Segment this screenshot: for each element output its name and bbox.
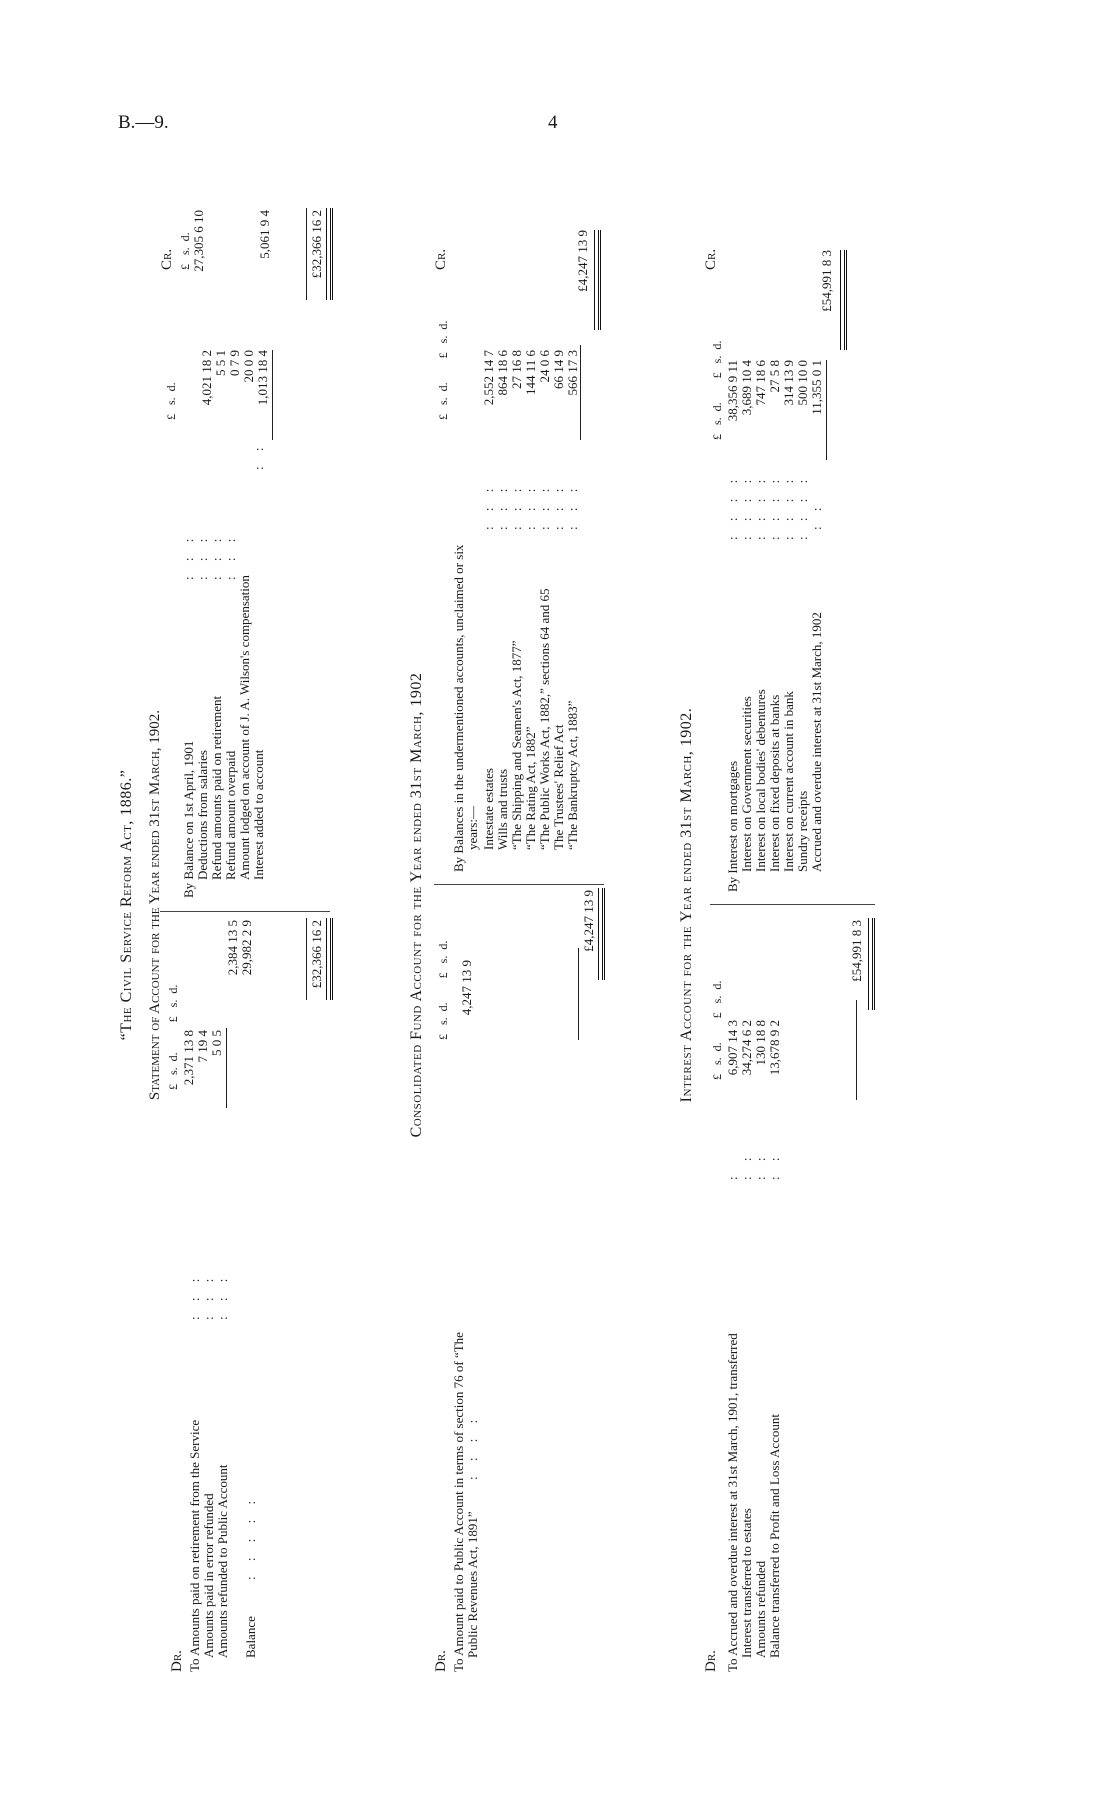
dr-line: To Accrued and overdue interest at 31st March, 1901, transferred (725, 1333, 740, 1672)
leader-dots: : : (753, 1151, 768, 1180)
dr-total: £32,366 16 2 (309, 920, 324, 989)
leader-dots: : : : (495, 482, 510, 530)
leader-dots: : : : : (725, 473, 740, 540)
dr-total: £4,247 13 9 (581, 890, 596, 952)
total-rule (306, 208, 307, 300)
leader-dots: : : : (209, 532, 224, 580)
cr-line: Amount lodged on account of J. A. Wilson's compensation (237, 575, 252, 880)
cr-label: Cr. (433, 248, 449, 270)
cr-line: Refund amount overpaid (223, 750, 238, 880)
page-reference: B.—9. (118, 112, 169, 133)
dr-line: Balance transferred to Profit and Loss Account (767, 1413, 782, 1658)
leader-dots: : : (251, 441, 266, 470)
cr-amount: 20 0 0 (241, 350, 256, 383)
leader-dots: : : : : (739, 473, 754, 540)
cr-amount: 864 18 6 (495, 350, 510, 396)
cr-amount: 314 13 9 (781, 360, 796, 406)
leader-dots: : : : (537, 482, 552, 530)
dr-amount: 6,907 14 3 (725, 1020, 740, 1076)
dr-balance-label: Balance (243, 1616, 258, 1658)
dr-label: Dr. (169, 1650, 185, 1672)
consolidated-title: Consolidated Fund Account for the Year ended 31st March, 1902 (408, 672, 425, 1138)
dr-label: Dr. (433, 1650, 449, 1672)
dr-subtotal: 2,384 13 5 (225, 920, 240, 976)
dr-amount: 5 0 5 (209, 1030, 224, 1056)
cr-total: £4,247 13 9 (575, 230, 590, 292)
leader-dots: : : : (509, 482, 524, 530)
total-rule (580, 345, 581, 440)
leader-dots: : : : (201, 1272, 216, 1320)
dr-amount: 7 19 4 (195, 1030, 210, 1063)
dr-balance: 29,982 2 9 (239, 920, 254, 976)
cr-amount: 2,552 14 7 (481, 350, 496, 406)
dr-amount: 130 18 8 (753, 1020, 768, 1066)
cr-line: By Balance on 1st April, 1901 (181, 740, 196, 898)
dr-amount: 4,247 13 9 (459, 960, 474, 1016)
total-double-rule (840, 250, 847, 350)
cr-money-header: £ s. d. (164, 382, 178, 420)
cr-line: “The Bankruptcy Act, 1883” (565, 700, 580, 850)
leader-dots: : : : : (795, 473, 810, 540)
cr-intro: By Balances in the undermentioned accounts, unclaimed or six (451, 544, 466, 872)
leader-dots: : : : (215, 1272, 230, 1320)
leader-dots: : : : (551, 482, 566, 530)
subtotal-rule (272, 350, 273, 440)
dr-line: Public Revenues Act, 1891” (465, 1511, 480, 1658)
column-divider (434, 884, 604, 885)
dr-line: Interest transferred to estates (739, 1508, 754, 1658)
total-rule (578, 948, 579, 1040)
cr-line: Interest on local bodies' debentures (753, 689, 768, 872)
cr-money-header: £ s. d. (178, 232, 192, 270)
total-rule (306, 918, 307, 1000)
cr-line: Interest on fixed deposits at banks (767, 694, 782, 872)
leader-dots: : : (767, 1151, 782, 1180)
cr-line: “The Rating Act, 1882” (523, 726, 538, 850)
rotated-accounts (120, 130, 980, 1680)
cr-amount: 1,013 18 4 (255, 350, 270, 406)
leader-dots: : : : : (767, 473, 782, 540)
total-double-rule (326, 208, 333, 300)
dr-total: £54,991 8 3 (849, 920, 864, 982)
cr-subtotal: 5,061 9 4 (257, 210, 272, 259)
cr-line: Accrued and overdue interest at 31st March, 1902 (809, 612, 824, 872)
cr-total: £32,366 16 2 (309, 210, 324, 279)
cr-line: Deductions from salaries (195, 750, 210, 880)
dr-line: To Amount paid to Public Account in terms of section 76 of “The (451, 1332, 466, 1672)
cr-amount: 566 17 3 (565, 350, 580, 396)
civil-service-subtitle: Statement of Account for the Year ended 31st March, 1902. (147, 709, 163, 1101)
cr-total: £54,991 8 3 (819, 250, 834, 312)
cr-amount: 66 14 9 (551, 350, 566, 389)
column-divider (160, 911, 330, 912)
column-divider (710, 904, 875, 905)
cr-label: Cr. (159, 248, 175, 270)
leader-dots: : : : (195, 532, 210, 580)
cr-line: Intestate estates (481, 768, 496, 850)
dr-label: Dr. (703, 1650, 719, 1672)
leader-dots: : : : : (781, 473, 796, 540)
total-double-rule (326, 918, 333, 1000)
cr-line: The Trustees' Relief Act (551, 724, 566, 850)
cr-amount: 27 5 8 (767, 360, 782, 393)
cr-intro: years:— (465, 805, 480, 850)
leader-dots: : (725, 1170, 740, 1180)
cr-label: Cr. (703, 248, 719, 270)
interest-title: Interest Account for the Year ended 31st March, 1902. (678, 707, 695, 1103)
dr-amount: 13,678 9 2 (767, 1020, 782, 1076)
dr-money-header: £ s. d. £ s. d. (436, 940, 450, 1040)
cr-amount: 747 18 6 (753, 360, 768, 406)
subtotal-rule (226, 1028, 227, 1108)
leader-dots: : : : : (753, 473, 768, 540)
cr-money-header: £ s. d. £ s. d. (436, 320, 450, 420)
dr-money-header: £ s. d. £ s. d. (710, 980, 724, 1080)
leader-dots: : : : (523, 482, 538, 530)
leader-dots: : : : (481, 482, 496, 530)
total-double-rule (594, 230, 601, 330)
cr-amount: 4,021 18 2 (199, 350, 214, 406)
cr-amount: 0 7 9 (227, 350, 242, 376)
cr-amount: 500 10 0 (795, 360, 810, 406)
cr-line: Wills and trusts (495, 768, 510, 850)
dr-line: Amounts refunded to Public Account (215, 1464, 230, 1658)
cr-line: Interest on Government securities (739, 696, 754, 872)
cr-amount: 144 11 6 (523, 350, 538, 396)
leader-dots: : : : : : (243, 1494, 258, 1580)
cr-amount: 24 0 6 (537, 350, 552, 383)
total-double-rule (598, 888, 605, 980)
dr-amount: 2,371 13 8 (181, 1030, 196, 1086)
leader-dots: : : (739, 1151, 754, 1180)
leader-dots: : : : : (465, 1413, 480, 1480)
total-rule (826, 360, 827, 460)
cr-line: Interest added to account (251, 749, 266, 880)
dr-money-header: £ s. d. £ s. d. (166, 984, 180, 1090)
cr-amount: 3,689 10 4 (739, 360, 754, 416)
civil-service-title: “The Civil Service Reform Act, 1886.” (118, 769, 135, 1041)
cr-line: Sundry receipts (795, 790, 810, 872)
cr-line: Refund amounts paid on retirement (209, 695, 224, 880)
cr-money-header: £ s. d. £ s. d. (710, 340, 724, 440)
page-number: 4 (548, 112, 558, 133)
cr-amount: 27 16 8 (509, 350, 524, 389)
cr-amount: 11,355 0 1 (809, 360, 824, 415)
leader-dots: : : : (223, 532, 238, 580)
cr-line: “The Shipping and Seamen's Act, 1877” (509, 640, 524, 850)
cr-line: “The Public Works Act, 1882,” sections 64 and 65 (537, 588, 552, 850)
total-double-rule (868, 918, 875, 1010)
dr-amount: 34,274 6 2 (739, 1020, 754, 1076)
cr-line: Interest on current account in bank (781, 691, 796, 872)
dr-line: Amounts refunded (753, 1560, 768, 1658)
interest-account (680, 130, 930, 1680)
cr-amount: 38,356 9 11 (725, 360, 740, 422)
leader-dots: : : : (181, 532, 196, 580)
civil-service-account (120, 130, 420, 1680)
leader-dots: : : (809, 501, 824, 530)
dr-line: To Amounts paid on retirement from the Service (187, 1419, 202, 1672)
dr-line: Amounts paid in error refunded (201, 1493, 216, 1658)
cr-amount: 5 5 1 (213, 350, 228, 376)
cr-opening-balance: 27,305 6 10 (191, 210, 206, 272)
consolidated-fund-account (410, 130, 660, 1680)
cr-line: By Interest on mortgages (725, 760, 740, 892)
leader-dots: : : : (565, 482, 580, 530)
leader-dots: : : : (187, 1272, 202, 1320)
